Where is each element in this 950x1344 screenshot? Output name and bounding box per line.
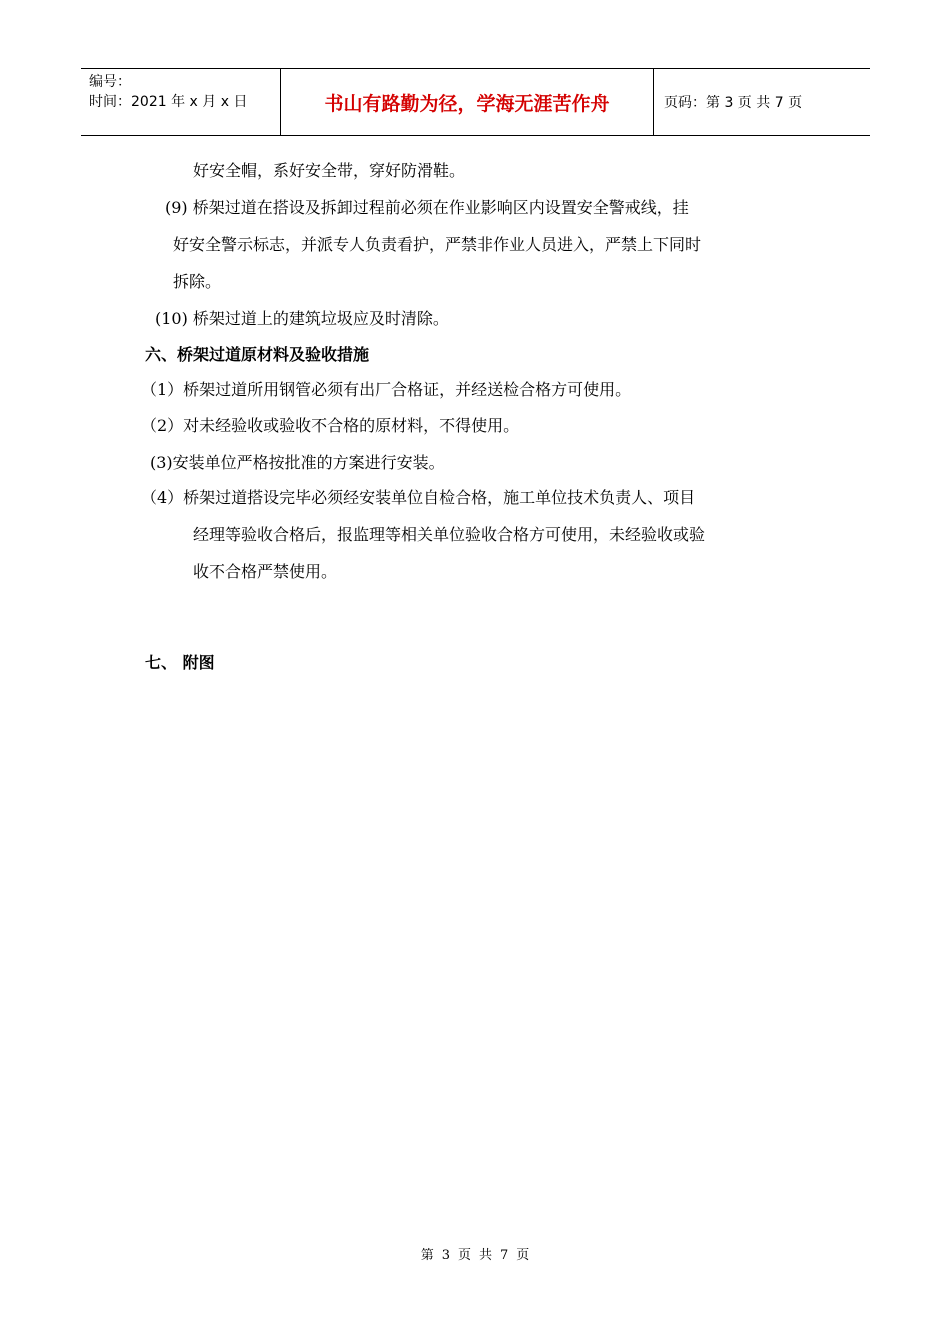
paragraph-line: 好安全警示标志，并派专人负责看护，严禁非作业人员进入，严禁上下同时: [173, 235, 702, 254]
paragraph-line: 拆除。: [173, 272, 222, 291]
paragraph-line: 经理等验收合格后，报监理等相关单位验收合格方可使用，未经验收或验: [193, 525, 706, 544]
list-item-9: (9) 桥架过道在搭设及拆卸过程前必须在作业影响区内设置安全警戒线，挂: [165, 198, 689, 217]
list-item-2: （2）对未经验收或验收不合格的原材料，不得使用。: [141, 416, 520, 435]
section-7-heading: 七、 附图: [145, 653, 215, 672]
list-item-4: （4）桥架过道搭设完毕必须经安装单位自检合格，施工单位技术负责人、项目: [141, 488, 696, 507]
paragraph-line: 收不合格严禁使用。: [193, 562, 338, 581]
page-header: [81, 68, 870, 136]
footer-text: 页: [457, 1248, 471, 1263]
header-meta: [81, 69, 281, 135]
footer-text: 共: [479, 1248, 493, 1263]
header-motto: 书山有路勤为径，学海无涯苦作舟: [281, 69, 654, 135]
section-6-heading: 六、桥架过道原材料及验收措施: [145, 345, 370, 364]
list-item-1: （1）桥架过道所用钢管必须有出厂合格证，并经送检合格方可使用。: [141, 380, 632, 399]
footer-total-pages: 7: [500, 1248, 509, 1263]
footer-page-number: 3: [441, 1248, 450, 1263]
header-page-info: 页码：第 3 页 共 7 页: [664, 95, 803, 111]
list-item-10: (10) 桥架过道上的建筑垃圾应及时清除。: [155, 309, 449, 328]
document-number-label: 编号：: [89, 74, 131, 90]
list-item-3: (3)安装单位严格按批准的方案进行安装。: [150, 453, 445, 472]
document-date: 时间：2021 年 x 月 x 日: [89, 94, 248, 110]
page-footer: [0, 1248, 950, 1264]
footer-text: 第: [420, 1248, 434, 1263]
paragraph-line: 好安全帽，系好安全带，穿好防滑鞋。: [193, 161, 466, 180]
footer-text: 页: [516, 1248, 530, 1263]
